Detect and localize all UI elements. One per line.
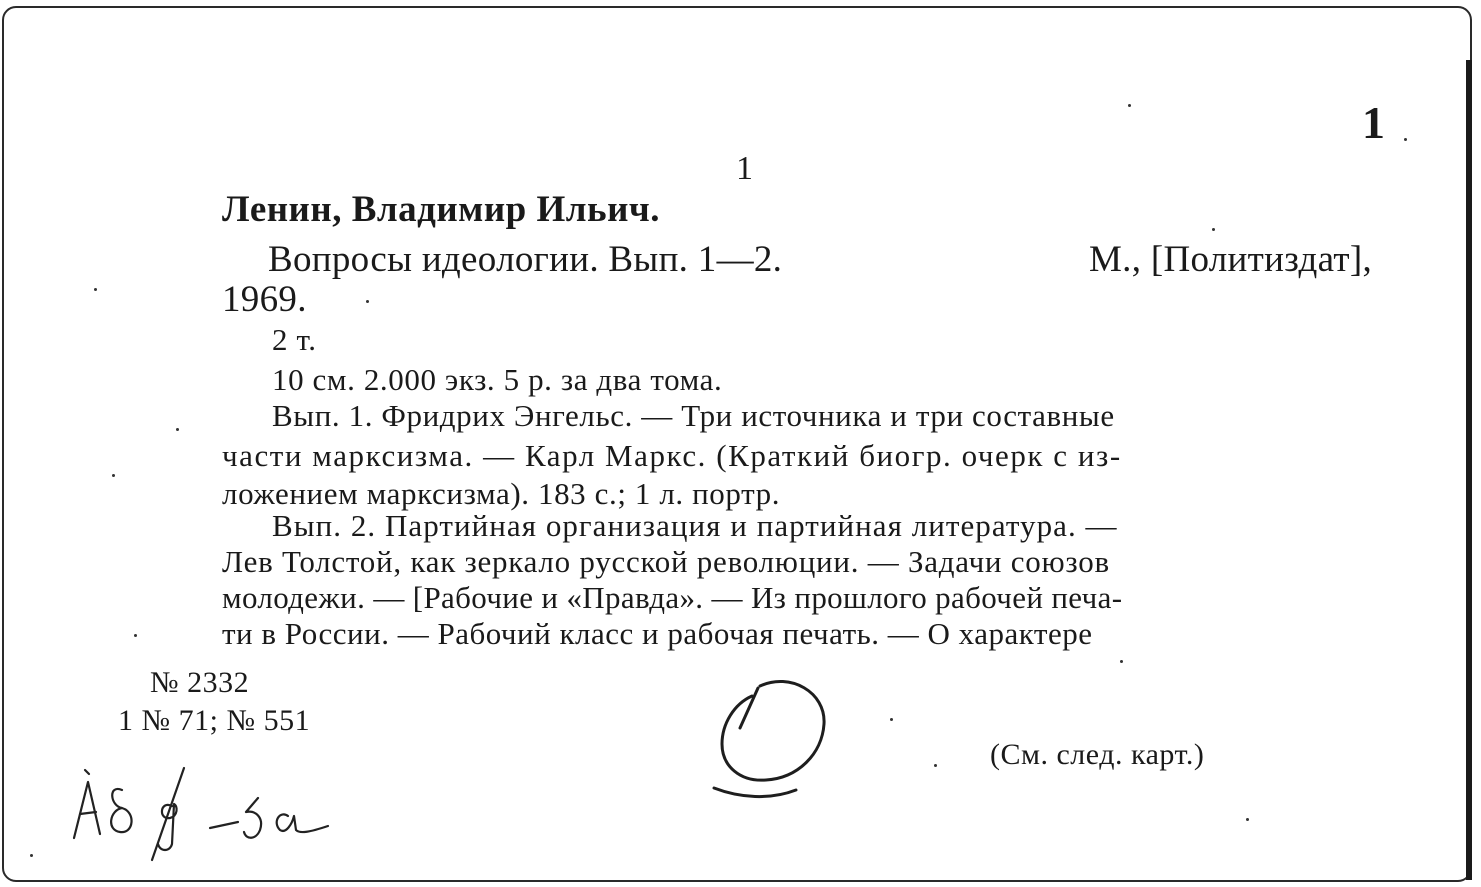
scan-speck (134, 634, 137, 637)
scan-speck (934, 764, 937, 767)
contents-line-2: части марксизма. — Карл Маркс. (Краткий биогр. очерк с из- (222, 438, 1122, 473)
contents-line-3: ложением марксизма). 183 с.; 1 л. портр. (222, 476, 781, 511)
scan-speck (1128, 104, 1131, 107)
scan-speck (1212, 228, 1215, 231)
title-line (268, 238, 1372, 281)
contents-line-1 (272, 398, 1382, 434)
scan-speck (30, 854, 33, 857)
volumes-text: 2 т. (272, 322, 317, 357)
title-text: Вопросы идеологии. Вып. 1—2. (268, 239, 783, 280)
scan-speck (1246, 818, 1249, 821)
contents-line-4: Вып. 2. Партийная организация и партийная литература. — (272, 508, 1118, 543)
scan-speck (112, 474, 115, 477)
contents-text: Вып. 1. Фридрих Энгельс. — Три источника и три составные (272, 398, 1115, 433)
publisher-text: М., [Политиздат], (1088, 239, 1372, 280)
scan-speck (366, 300, 369, 303)
scan-speck (176, 428, 179, 431)
card-number: 1 (1362, 97, 1385, 148)
scan-speck (890, 718, 893, 721)
card-edge-shadow (1466, 60, 1472, 880)
contents-line-6: молодежи. — [Рабочие и «Правда». — Из прошлого рабочей печа- (222, 580, 1123, 615)
handwritten-shelfmark (60, 760, 400, 870)
physical-description: 10 см. 2.000 экз. 5 р. за два тома. (272, 362, 723, 397)
scan-speck (1404, 138, 1407, 141)
reference-numbers: 1 № 71; № 551 (118, 704, 311, 737)
author-heading: Ленин, Владимир Ильич. (222, 189, 661, 230)
see-next-card: (См. след. карт.) (990, 738, 1205, 771)
hand-drawn-circle-mark-icon (700, 668, 840, 808)
entry-number: 1 (736, 150, 753, 187)
year-text: 1969. (222, 279, 307, 320)
contents-line-7: ти в России. — Рабочий класс и рабочая печать. — О характере (222, 616, 1093, 651)
contents-line-5: Лев Толстой, как зеркало русской революции. — Задачи союзов (222, 544, 1110, 579)
scan-speck (94, 288, 97, 291)
record-number: № 2332 (150, 666, 250, 699)
scan-speck (1120, 660, 1123, 663)
